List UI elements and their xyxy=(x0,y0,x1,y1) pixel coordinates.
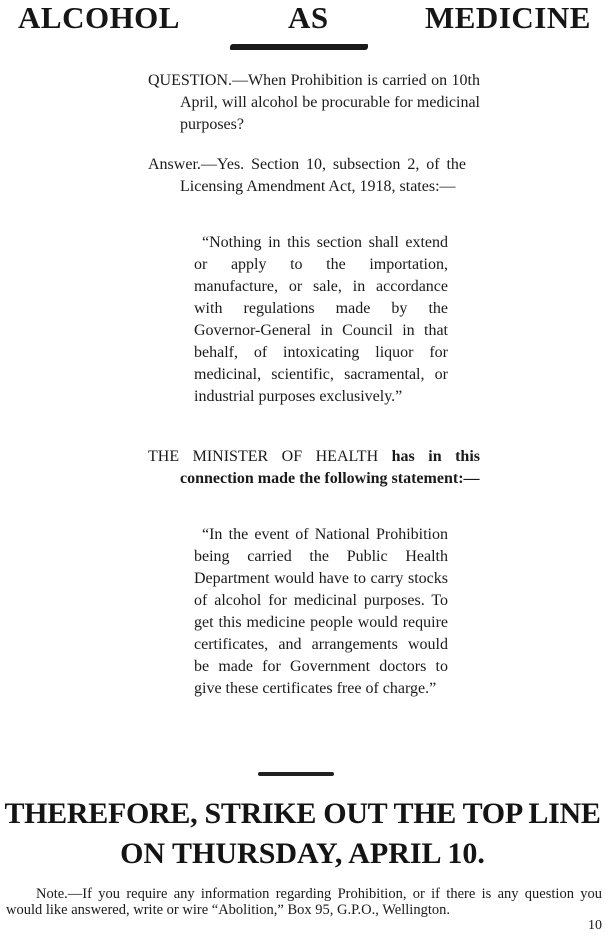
licensing-act-quote: “Nothing in this section shall extend or apply to the importation, manufacture, or sale, in accordance with regulations made by the Governor-General in Council in that behalf, of intoxicating liquor for medicinal, scientific, sacramental, or industrial purposes exclusively.” xyxy=(194,234,448,405)
minister-statement-quote: “In the event of National Prohibition being carried the Public Health Department would have to carry stocks of alcohol for medicinal purposes. To get this medicine people would require certificates, and arrangements would be made for Government doctors to give these certificates free of charge.” xyxy=(194,526,448,697)
minister-lead: THE MINISTER OF HEALTH xyxy=(148,448,379,465)
question-text: —When Prohibition is carried on 10th April, will alcohol be procurable for medicinal purposes? xyxy=(180,72,480,133)
question-lead: QUESTION. xyxy=(148,72,232,89)
question-paragraph xyxy=(148,70,480,136)
call-to-action-line-1: THEREFORE, STRIKE OUT THE TOP LINE xyxy=(4,797,601,830)
ad-code-number: 10 xyxy=(588,918,602,933)
call-to-action-line-2: ON THURSDAY, APRIL 10. xyxy=(120,837,485,870)
ornamental-rule-top xyxy=(230,44,368,50)
headline xyxy=(0,0,605,40)
headline-word-as: AS xyxy=(288,0,329,35)
minister-text: has in this connection made the following statement:— xyxy=(180,448,480,487)
minister-paragraph xyxy=(148,446,480,490)
answer-paragraph xyxy=(148,154,466,198)
answer-text: —Yes. Section 10, subsection 2, of the Licensing Amendment Act, 1918, states:— xyxy=(180,156,466,195)
headline-word-alcohol: ALCOHOL xyxy=(18,0,180,35)
headline-word-medicine: MEDICINE xyxy=(425,0,591,35)
answer-lead: Answer. xyxy=(148,156,201,173)
note-paragraph: Note.—If you require any information regarding Prohibition, or if there is any question you would like answered, write or wire “Abolition,” Box 95, G.P.O., Wellington. xyxy=(6,886,602,918)
ornamental-rule-middle xyxy=(258,772,334,776)
